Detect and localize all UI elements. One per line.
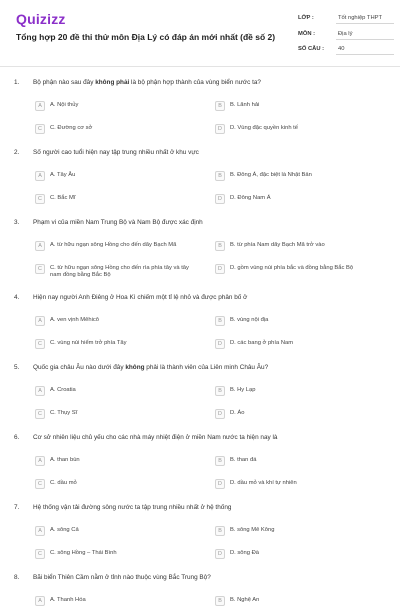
answer-option-d[interactable] xyxy=(215,263,385,277)
meta-count-value: 40 xyxy=(338,46,345,52)
answer-option-b[interactable] xyxy=(215,100,385,114)
option-text: C. từ hữu ngạn sông Hồng cho đến rìa phía tây và tây nam đồng bằng Bắc Bộ xyxy=(50,265,189,278)
option-text: A. Croatia xyxy=(50,387,76,393)
question-text-part: Quốc gia châu Âu nào dưới đây xyxy=(33,364,126,371)
answer-option-b[interactable] xyxy=(215,455,385,469)
option-letter-box: A xyxy=(35,386,45,396)
question-number: 2. xyxy=(14,149,20,156)
option-letter-box: D xyxy=(215,264,225,274)
option-letter-box: B xyxy=(215,171,225,181)
question-text-part: Hiện nay người Anh Điêng ở Hoa Kì chiếm một tỉ lệ nhỏ và được phân bố ở xyxy=(33,294,248,301)
question-number: 5. xyxy=(14,364,20,371)
question-text-part: là bộ phận hợp thành của vùng biển nước ta? xyxy=(129,79,261,86)
option-text: D. Vùng đặc quyền kinh tế xyxy=(230,125,298,131)
answer-option-a[interactable] xyxy=(35,595,203,609)
option-letter-box: B xyxy=(215,241,225,251)
answer-option-c[interactable] xyxy=(35,478,203,492)
option-letter-box: A xyxy=(35,596,45,606)
option-letter-box: D xyxy=(215,549,225,559)
option-text: D. các bang ở phía Nam xyxy=(230,340,294,346)
question-number: 1. xyxy=(14,79,20,86)
option-text: A. Thanh Hóa xyxy=(50,597,86,603)
divider xyxy=(336,39,394,40)
option-text: B. Hy Lạp xyxy=(230,387,256,393)
answer-option-d[interactable] xyxy=(215,478,385,492)
question-number: 3. xyxy=(14,219,20,226)
option-text: C. Bắc Mĩ xyxy=(50,195,76,201)
answer-option-b[interactable] xyxy=(215,525,385,539)
answer-option-c[interactable] xyxy=(35,263,203,277)
question-text-part: phải là thành viên của Liên minh Châu Âu? xyxy=(144,364,269,371)
page-header xyxy=(0,0,400,67)
option-letter-box: C xyxy=(35,264,45,274)
question-text xyxy=(33,294,383,301)
option-text: D. sông Đà xyxy=(230,550,259,556)
answer-option-b[interactable] xyxy=(215,315,385,329)
answer-option-b[interactable] xyxy=(215,240,385,254)
option-letter-box: B xyxy=(215,526,225,536)
option-letter-box: D xyxy=(215,124,225,134)
option-letter-box: B xyxy=(215,456,225,466)
option-text: A. Tây Âu xyxy=(50,172,76,178)
answer-option-a[interactable] xyxy=(35,455,203,469)
option-letter-box: A xyxy=(35,101,45,111)
answer-option-b[interactable] xyxy=(215,170,385,184)
option-letter-box: A xyxy=(35,456,45,466)
option-letter-box: D xyxy=(215,479,225,489)
answer-option-c[interactable] xyxy=(35,193,203,207)
answer-option-d[interactable] xyxy=(215,408,385,422)
option-text: C. vùng núi hiểm trở phía Tây xyxy=(50,340,127,346)
question-text xyxy=(33,574,383,581)
option-text: B. sông Mê Kông xyxy=(230,527,275,533)
meta-subject-label: MÔN : xyxy=(298,31,316,37)
answer-option-c[interactable] xyxy=(35,548,203,562)
question-text-emphasis: không phải xyxy=(95,79,130,86)
option-text: C. Đường cơ sở xyxy=(50,125,93,131)
divider xyxy=(336,23,394,24)
question-text-part: Cơ sở nhiên liệu chủ yếu cho các nhà máy nhiệt điện ở miền Nam nước ta hiện nay là xyxy=(33,434,278,441)
option-text: B. vùng nội địa xyxy=(230,317,269,323)
answer-option-b[interactable] xyxy=(215,385,385,399)
option-letter-box: C xyxy=(35,339,45,349)
question-number: 6. xyxy=(14,434,20,441)
option-letter-box: C xyxy=(35,479,45,489)
answer-option-d[interactable] xyxy=(215,123,385,137)
option-text: A. than bùn xyxy=(50,457,80,463)
answer-option-c[interactable] xyxy=(35,338,203,352)
question-text-part: Bộ phận nào sau đây xyxy=(33,79,96,86)
page-title: Tổng hợp 20 đề thi thử môn Địa Lý có đáp án mới nhất (đề số 2) xyxy=(16,32,276,42)
option-text: D. Đông Nam Á xyxy=(230,195,271,201)
question-number: 4. xyxy=(14,294,20,301)
quizizz-logo: Quizizz xyxy=(16,11,66,27)
option-text: A. từ hữu ngạn sông Hồng cho đến dãy Bạch Mã xyxy=(50,242,177,248)
answer-option-d[interactable] xyxy=(215,548,385,562)
question-text xyxy=(33,434,383,441)
answer-option-b[interactable] xyxy=(215,595,385,609)
answer-option-a[interactable] xyxy=(35,385,203,399)
option-text: B. Nghệ An xyxy=(230,597,260,603)
option-letter-box: D xyxy=(215,409,225,419)
answer-option-a[interactable] xyxy=(35,315,203,329)
option-letter-box: B xyxy=(215,101,225,111)
option-text: C. dầu mỏ xyxy=(50,480,77,486)
option-letter-box: D xyxy=(215,339,225,349)
question-text xyxy=(33,364,383,371)
question-number: 7. xyxy=(14,504,20,511)
option-letter-box: C xyxy=(35,409,45,419)
option-letter-box: B xyxy=(215,316,225,326)
option-text: A. sông Cả xyxy=(50,527,79,533)
question-text-part: Phạm vi của miền Nam Trung Bộ và Nam Bộ được xác định xyxy=(33,219,203,226)
question-text xyxy=(33,149,383,156)
option-letter-box: B xyxy=(215,596,225,606)
meta-class-value: Tốt nghiệp THPT xyxy=(338,15,383,21)
meta-subject-value: Địa lý xyxy=(338,31,353,37)
option-text: D. gồm vùng núi phía bắc và đồng bằng Bắc Bộ xyxy=(230,265,354,271)
answer-option-a[interactable] xyxy=(35,240,203,254)
answer-option-c[interactable] xyxy=(35,123,203,137)
question-text-part: Hệ thống vận tải đường sông nước ta tập trung nhiều nhất ở hệ thống xyxy=(33,504,232,511)
answer-option-d[interactable] xyxy=(215,193,385,207)
question-text xyxy=(33,504,383,511)
answer-option-a[interactable] xyxy=(35,525,203,539)
answer-option-a[interactable] xyxy=(35,100,203,114)
question-text-part: Số người cao tuổi hiện nay tập trung nhiều nhất ở khu vực xyxy=(33,149,199,156)
question-text xyxy=(33,79,383,86)
option-text: C. Thụy Sĩ xyxy=(50,410,78,416)
option-text: D. Áo xyxy=(230,410,245,416)
option-letter-box: C xyxy=(35,194,45,204)
meta-count-label: SỐ CÂU : xyxy=(298,46,325,52)
question-text-emphasis: không xyxy=(125,364,145,371)
divider xyxy=(336,54,394,55)
option-letter-box: A xyxy=(35,316,45,326)
option-text: B. từ phía Nam dãy Bạch Mã trở vào xyxy=(230,242,325,248)
option-text: C. sông Hồng – Thái Bình xyxy=(50,550,117,556)
option-letter-box: C xyxy=(35,124,45,134)
option-text: B. Lãnh hải xyxy=(230,102,260,108)
option-text: B. than đá xyxy=(230,457,257,463)
meta-class-label: LỚP : xyxy=(298,15,314,21)
question-text-part: Bãi biển Thiên Cầm nằm ở tỉnh nào thuộc vùng Bắc Trung Bộ? xyxy=(33,574,211,581)
option-letter-box: C xyxy=(35,549,45,559)
option-letter-box: D xyxy=(215,194,225,204)
question-number: 8. xyxy=(14,574,20,581)
option-letter-box: A xyxy=(35,526,45,536)
option-text: A. ven vịnh Mêhicô xyxy=(50,317,99,323)
option-letter-box: B xyxy=(215,386,225,396)
answer-option-a[interactable] xyxy=(35,170,203,184)
answer-option-c[interactable] xyxy=(35,408,203,422)
option-text: B. Đông Á, đặc biệt là Nhật Bản xyxy=(230,172,312,178)
option-text: A. Nội thủy xyxy=(50,102,79,108)
option-letter-box: A xyxy=(35,241,45,251)
answer-option-d[interactable] xyxy=(215,338,385,352)
option-text: D. dầu mỏ và khí tự nhiên xyxy=(230,480,297,486)
option-letter-box: A xyxy=(35,171,45,181)
question-text xyxy=(33,219,383,226)
